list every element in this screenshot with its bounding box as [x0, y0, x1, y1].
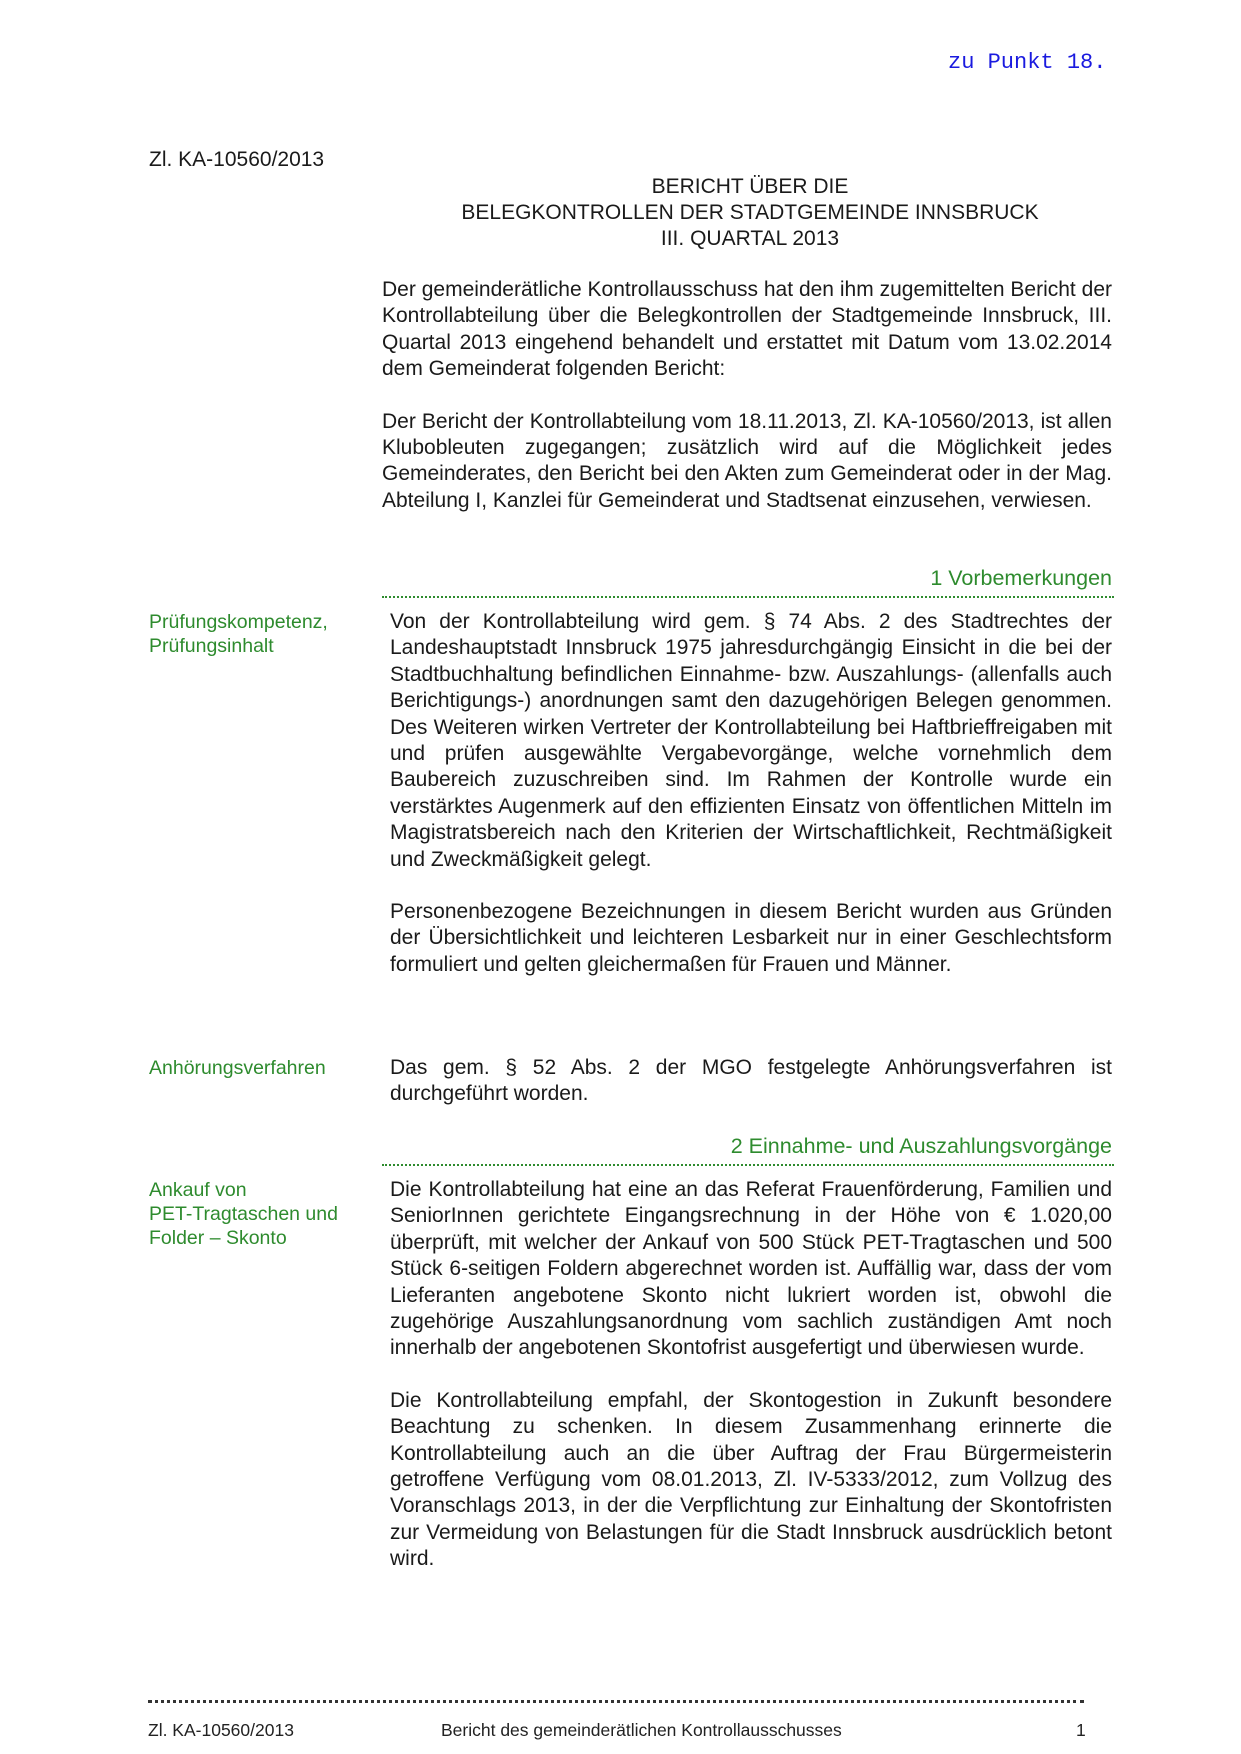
title-line-1: BERICHT ÜBER DIE: [651, 175, 849, 198]
margin-note-ankauf: [149, 1178, 364, 1250]
section-2-paragraph-2: Die Kontrollabteilung empfahl, der Skontogestion in Zukunft besondere Beachtung zu schenken. In diesem Zusammenhang erinnerte die Kontrollabteilung auch an die über Auftrag der Frau Bürgermeisterin getroffene Verfügung vom 08.01.2013, Zl. IV-5333/2012, zum Vollzug des Voranschlags 2013, in der die Verpflichtung zur Einhaltung der Skontofristen zur Vermeidung von Belastungen für die Stadt Innsbruck ausdrücklich betont wird.: [390, 1388, 1112, 1571]
footer-reference: Zl. KA-10560/2013: [148, 1720, 294, 1740]
section-2-text: [390, 1177, 1112, 1573]
section-1-text: [390, 609, 1112, 978]
page-number: 1: [1076, 1720, 1086, 1740]
section-1-paragraph-1: Von der Kontrollabteilung wird gem. § 74 Abs. 2 des Stadtrechtes der Landeshauptstadt Innsbruck 1975 jahresdurchgängig Einsicht in die bei der Stadtbuchhaltung befindlichen Einnahme- bzw. Auszahlungs- (allenfalls auch Berichtigungs-) anordnungen samt den dazugehörigen Belegen genommen. Des Weiteren wirken Vertreter der Kontrollabteilung bei Haftbrieffreigaben mit und prüfen ausgewählte Vergabevorgänge, welche vornehmlich dem Baubereich zuzuschreiben sind. Im Rahmen der Kontrolle wurde ein verstärktes Augenmerk auf den effizienten Einsatz von öffentlichen Mitteln im Magistratsbereich nach den Kriterien der Wirtschaftlichkeit, Rechtmäßigkeit und Zweckmäßigkeit gelegt.: [390, 610, 1112, 871]
section-1-paragraph-2: Personenbezogene Bezeichnungen in diesem Bericht wurden aus Gründen der Übersichtlichkeit und leichteren Lesbarkeit nur in einer Geschlechtsform formuliert und gelten gleichermaßen für Frauen und Männer.: [390, 900, 1112, 976]
section-1-paragraph-3: Das gem. § 52 Abs. 2 der MGO festgelegte Anhörungsverfahren ist durchgeführt worden.: [390, 1056, 1112, 1106]
section-2-paragraph-1: Die Kontrollabteilung hat eine an das Referat Frauenförderung, Familien und SeniorInnen gerichtete Eingangsrechnung in der Höhe von € 1.020,00 überprüft, mit welcher der Ankauf von 500 Stück PET-Tragtaschen und 500 Stück 6-seitigen Foldern abgerechnet worden ist. Auffällig war, dass der vom Lieferanten angebotene Skonto nicht lukriert worden ist, obwohl die zugehörige Auszahlungsanordnung vom sachlich zuständigen Amt noch innerhalb der angebotenen Skontofrist ausgefertigt und überwiesen wurde.: [390, 1178, 1112, 1360]
margin-note-pruefungskompetenz: [149, 610, 364, 658]
agenda-item-stamp: zu Punkt 18.: [948, 50, 1107, 75]
reference-number: Zl. KA-10560/2013: [149, 148, 325, 171]
footer-divider: [148, 1700, 1084, 1703]
title-line-3: III. QUARTAL 2013: [660, 227, 840, 250]
footer-title: Bericht des gemeinderätlichen Kontrollausschusses: [441, 1720, 842, 1740]
title-line-2: BELEGKONTROLLEN DER STADTGEMEINDE INNSBRUCK: [461, 201, 1039, 224]
section-2-divider: [382, 1164, 1114, 1166]
margin-note-anhoerungsverfahren: Anhörungsverfahren: [149, 1057, 326, 1079]
section-1-heading: 1 Vorbemerkungen: [930, 566, 1112, 590]
margin-note-line: Prüfungsinhalt: [149, 635, 274, 657]
section-2-heading: 2 Einnahme- und Auszahlungsvorgänge: [730, 1134, 1112, 1158]
margin-note-line: Folder – Skonto: [149, 1227, 287, 1249]
report-title: [420, 174, 1080, 252]
margin-note-line: Ankauf von: [149, 1179, 247, 1201]
intro-text: [382, 277, 1112, 514]
margin-note-line: PET-Tragtaschen und: [149, 1203, 338, 1225]
intro-paragraph-2: Der Bericht der Kontrollabteilung vom 18.11.2013, Zl. KA-10560/2013, ist allen Klubobleuten zugegangen; zusätzlich wird auf die Möglichkeit jedes Gemeinderates, den Bericht bei den Akten zum Gemeinderat oder in der Mag. Abteilung I, Kanzlei für Gemeinderat und Stadtsenat einzusehen, verwiesen.: [382, 409, 1112, 512]
section-1-divider: [382, 596, 1114, 598]
margin-note-line: Prüfungskompetenz,: [149, 611, 328, 633]
intro-paragraph-1: Der gemeinderätliche Kontrollausschuss hat den ihm zugemittelten Bericht der Kontrollabteilung über die Belegkontrollen der Stadtgemeinde Innsbruck, III. Quartal 2013 eingehend behandelt und erstattet mit Datum vom 13.02.2014 dem Gemeinderat folgenden Bericht:: [382, 278, 1112, 381]
